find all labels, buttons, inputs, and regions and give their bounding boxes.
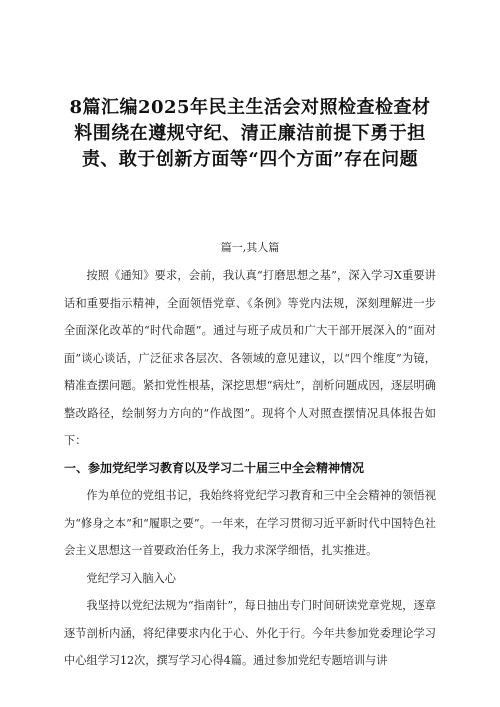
title-line-3: 责、敢于创新方面等“四个方面”存在问题 (81, 149, 419, 170)
subheading: 党纪学习入脑入心 (86, 571, 176, 585)
paragraph-3: 我坚持以党纪法规为“指南针”，每日抽出专门时间研读党章党规，逐章逐节剖析内涵，将纪律要求内化于心、外化于行。今年共参加党委理论学习中心组学习12次，撰写学习心得4篇。通过参加党纪专题培训与讲 (64, 599, 436, 667)
title-line-1: 8篇汇编2025年民主生活会对照检查检查材 (69, 97, 431, 118)
document-title (60, 95, 440, 173)
paragraph-2: 作为单位的党组书记，我始终将党纪学习教育和三中全会精神的领悟视为“修身之本”和“履职之要”。一年来，在学习贯彻习近平新时代中国特色社会主义思想这一首要政治任务上，我力求深学细悟，扎实推进。 (64, 489, 436, 557)
section-heading-1: 一、参加党纪学习教育以及学习二十届三中全会精神情况 (64, 460, 365, 475)
title-line-2: 料围绕在遵规守纪、清正廉洁前提下勇于担 (74, 123, 426, 144)
document-body (64, 262, 436, 675)
intro-paragraph: 按照《通知》要求，会前，我认真“打磨思想之基”，深入学习X重要讲话和重要指示精神，全面领悟党章、《条例》等党内法规，深刻理解进一步全面深化改革的“时代命题”。通过与班子成员和广大干部开展深入的“面对面”谈心谈话，广泛征求各层次、各领域的意见建议，以“四个维度”为镜，精准查摆问题。紧扣党性根基，深挖思想“病灶”，剖析问题成因，逐层明确整改路径，绘制努力方向的“作战图”。现将个人对照查摆情况具体报告如下： (64, 269, 436, 447)
section-subtitle: 篇一,其人篇 (220, 241, 280, 254)
